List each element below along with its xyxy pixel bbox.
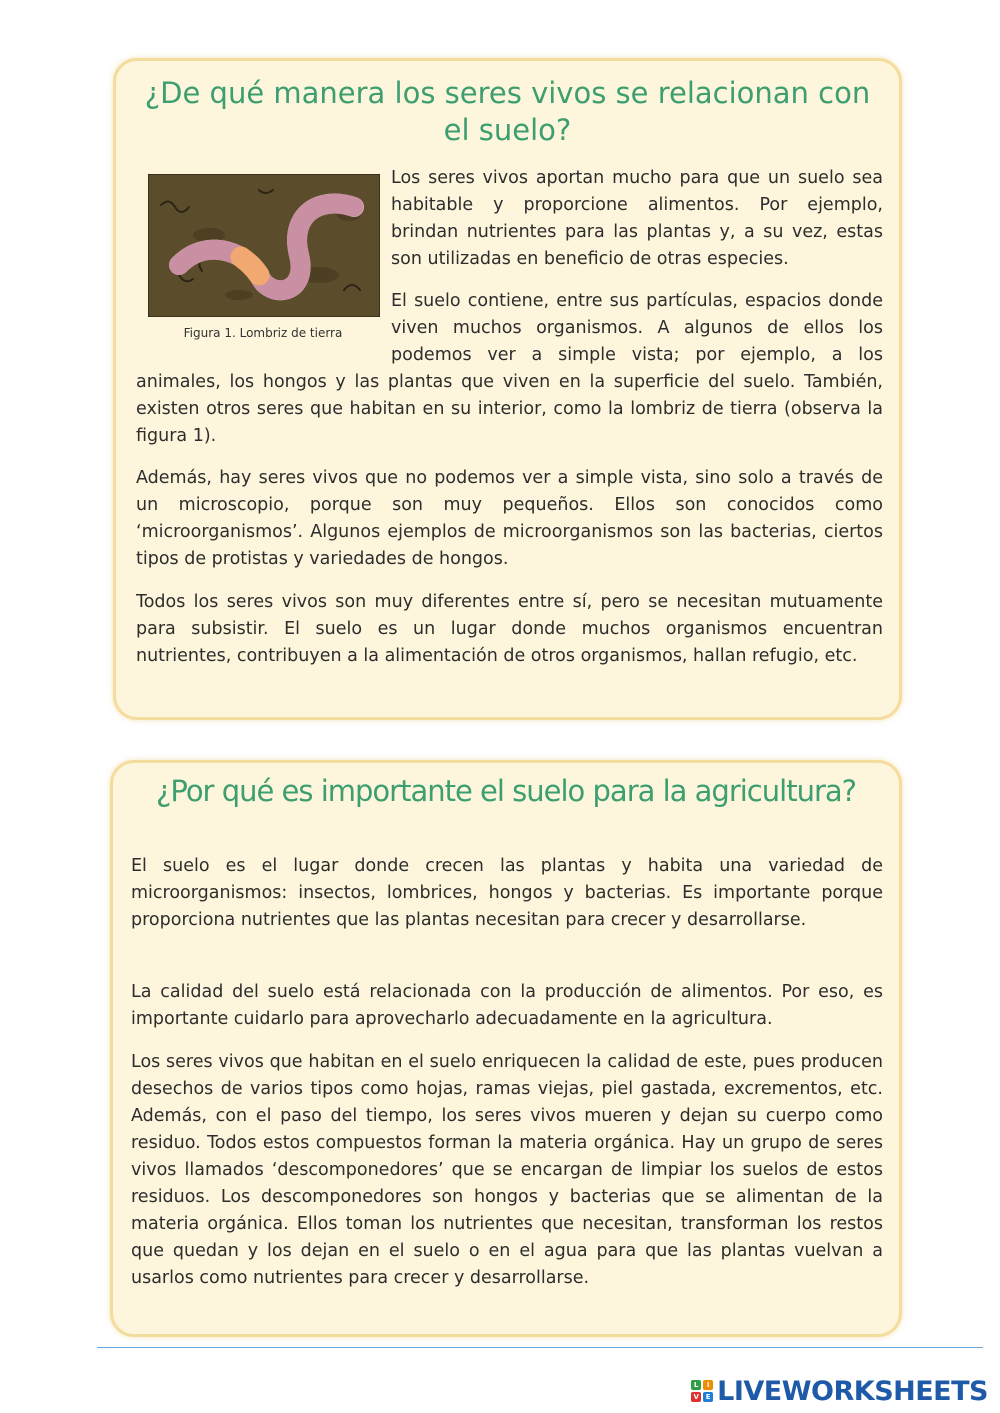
section-title: ¿De qué manera los seres vivos se relacionan con el suelo? [144,76,871,147]
liveworksheets-logo[interactable] [691,1374,988,1408]
paragraph: Además, hay seres vivos que no podemos ver a simple vista, sino solo a través de un microscopio, porque son muy pequeños. Ellos son conocidos como ‘microorganismos’. Algunos ejemplos de microorganismos son las bacterias, ciertos tipos de protistas y variedades de hongos. [136,468,883,569]
paragraph: El suelo es el lugar donde crecen las plantas y habita una variedad de microorganismos: insectos, lombrices, hongos y bacterias. Es importante porque proporciona nutrientes que las plantas necesitan para crecer y desarrollarse. [131,856,883,930]
logo-mark-letter: E [703,1392,713,1402]
paragraph: La calidad del suelo está relacionada con la producción de alimentos. Por eso, es importante cuidarlo para aprovecharlo adecuadamente en la agricultura. [131,982,883,1029]
paragraph-text: El suelo contiene, entre sus partículas, espacios donde viven muchos organismos. A algunos de ellos los podemos ver a simple vista; por ejemplo, a los animales, los hongos y las plantas que viven en la superficie del suelo. También, existen otros seres que habitan en su interior, como la lombriz de tierra (observa la figura 1). [136,291,883,446]
section-title: ¿Por qué es importante el suelo para la agricultura? [155,774,857,808]
logo-mark-letter: I [703,1380,713,1390]
figure-caption: Figura 1. Lombriz de tierra [183,326,343,340]
logo-mark-icon [691,1380,713,1402]
paragraph [136,288,883,450]
footer-divider [97,1347,983,1348]
paragraph: Todos los seres vivos son muy diferentes entre sí, pero se necesitan mutuamente para subsistir. El suelo es un lugar donde muchos organismos encuentran nutrientes, contribuyen a la alimentación de otros organismos, hallan refugio, etc. [136,592,883,666]
paragraph: Los seres vivos que habitan en el suelo enriquecen la calidad de este, pues producen desechos de varios tipos como hojas, ramas viejas, piel gastada, excrementos, etc. Además, con el paso del tiempo, los seres vivos mueren y dejan su cuerpo como residuo. Todos estos compuestos forman la materia orgánica. Hay un grupo de seres vivos llamados ‘descomponedores’ que se encargan de limpiar los suelos de estos residuos. Los descomponedores son hongos y bacterias que se alimentan de la materia orgánica. Ellos toman los nutrientes que necesitan, transforman los restos que quedan y los dejan en el suelo o en el agua para que las plantas vuelvan a usarlos como nutrientes para crecer y desarrollarse. [131,1052,883,1288]
logo-text: LIVEWORKSHEETS [717,1375,988,1407]
logo-mark-letter: V [691,1392,701,1402]
paragraph: Los seres vivos aportan mucho para que un suelo sea habitable y proporcione alimentos. Por ejemplo, brindan nutrientes para las plantas y, a su vez, estas son utilizadas en beneficio de otras especies. [391,168,883,269]
section-card-soil-living-beings [113,58,902,720]
logo-mark-letter: L [691,1380,701,1390]
section-card-soil-agriculture [110,760,902,1337]
